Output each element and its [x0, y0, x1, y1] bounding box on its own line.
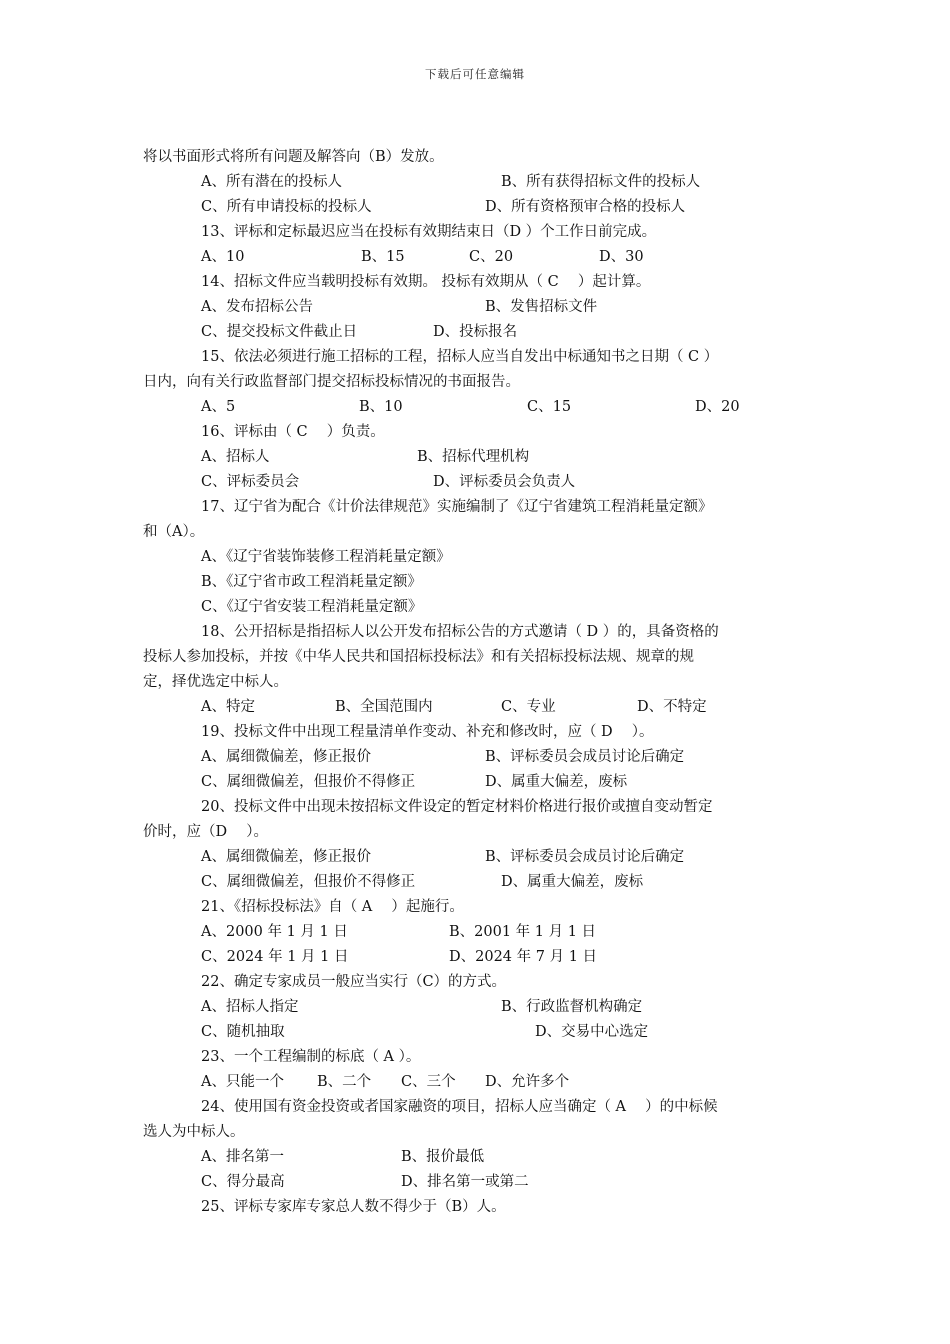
question-line: 14、招标文件应当载明投标有效期。 投标有效期从（ C ）起计算。 [201, 274, 651, 290]
option: D、评标委员会负责人 [433, 474, 576, 490]
option-line [143, 470, 811, 495]
text-line: 日内，向有关行政监督部门提交招标投标情况的书面报告。 [143, 374, 520, 390]
option: A、排名第一 [201, 1149, 284, 1165]
option: A、10 [201, 249, 245, 265]
option: D、投标报名 [433, 324, 518, 340]
option: B、10 [359, 399, 403, 415]
option-line [143, 395, 811, 420]
document-body [143, 145, 811, 1220]
option: A、特定 [201, 699, 255, 715]
option: C、三个 [401, 1074, 456, 1090]
option: C、属细微偏差，但报价不得修正 [201, 774, 416, 790]
option: A、属细微偏差，修正报价 [201, 849, 371, 865]
option-line [143, 695, 811, 720]
option: B、二个 [317, 1074, 372, 1090]
option: B、发售招标文件 [485, 299, 598, 315]
option: C、属细微偏差，但报价不得修正 [201, 874, 416, 890]
option-line [143, 945, 811, 970]
option-line [143, 1070, 811, 1095]
option-line [143, 170, 811, 195]
option: C、随机抽取 [201, 1024, 285, 1040]
option: B、全国范围内 [335, 699, 433, 715]
question-line: 23、一个工程编制的标底（ A ）。 [201, 1049, 421, 1065]
question-line: 25、评标专家库专家总人数不得少于（B）人。 [201, 1199, 506, 1215]
option: D、所有资格预审合格的投标人 [485, 199, 686, 215]
option: B、评标委员会成员讨论后确定 [485, 749, 685, 765]
option: B、评标委员会成员讨论后确定 [485, 849, 685, 865]
question-line: 20、投标文件中出现未按招标文件设定的暂定材料价格进行报价或擅自变动暂定 [201, 799, 713, 815]
option-line [143, 995, 811, 1020]
option: C、所有申请投标的投标人 [201, 199, 372, 215]
option: D、允许多个 [485, 1074, 570, 1090]
option: C、20 [469, 249, 514, 265]
question-line: 19、投标文件中出现工程量清单作变动、补充和修改时，应（ D ）。 [201, 724, 654, 740]
option: B、招标代理机构 [417, 449, 530, 465]
text-line: 投标人参加投标，并按《中华人民共和国招标投标法》和有关招标投标法规、规章的规 [143, 649, 694, 665]
option-line: A、《辽宁省装饰装修工程消耗量定额》 [201, 549, 451, 565]
option-line [143, 770, 811, 795]
option: A、属细微偏差，修正报价 [201, 749, 371, 765]
text-line: 选人为中标人。 [143, 1124, 245, 1140]
option: A、只能一个 [201, 1074, 284, 1090]
option: A、2000 年 1 月 1 日 [201, 924, 348, 940]
question-line: 13、评标和定标最迟应当在投标有效期结束日（D ）个工作日前完成。 [201, 224, 657, 240]
option: A、5 [201, 399, 236, 415]
option: D、20 [695, 399, 740, 415]
option: C、提交投标文件截止日 [201, 324, 358, 340]
option: D、属重大偏差，废标 [485, 774, 628, 790]
option: C、15 [527, 399, 572, 415]
question-line: 15、依法必须进行施工招标的工程，招标人应当自发出中标通知书之日期（ C ） [201, 349, 719, 365]
option: B、15 [361, 249, 405, 265]
question-line: 24、使用国有资金投资或者国家融资的项目，招标人应当确定（ A ）的中标候 [201, 1099, 718, 1115]
option: D、属重大偏差，废标 [501, 874, 644, 890]
option: A、所有潜在的投标人 [201, 174, 342, 190]
option-line [143, 445, 811, 470]
question-line: 21、《招标投标法》自（ A ）起施行。 [201, 899, 464, 915]
option: B、行政监督机构确定 [501, 999, 643, 1015]
option: C、2024 年 1 月 1 日 [201, 949, 349, 965]
option-line [143, 1170, 811, 1195]
option-line [143, 1145, 811, 1170]
option-line [143, 195, 811, 220]
option: C、专业 [501, 699, 556, 715]
option-line: B、《辽宁省市政工程消耗量定额》 [201, 574, 422, 590]
option-line [143, 845, 811, 870]
question-line: 16、评标由（ C ）负责。 [201, 424, 385, 440]
option: C、得分最高 [201, 1174, 285, 1190]
text-line: 价时，应（D ）。 [143, 824, 268, 840]
option: B、报价最低 [401, 1149, 485, 1165]
option: A、招标人指定 [201, 999, 299, 1015]
option-line [143, 1020, 811, 1045]
question-line: 18、公开招标是指招标人以公开发布招标公告的方式邀请（ D ）的，具备资格的 [201, 624, 719, 640]
question-line: 22、确定专家成员一般应当实行（C）的方式。 [201, 974, 507, 990]
option-line [143, 870, 811, 895]
option: D、2024 年 7 月 1 日 [449, 949, 598, 965]
option: A、发布招标公告 [201, 299, 313, 315]
option: B、所有获得招标文件的投标人 [501, 174, 701, 190]
option: D、排名第一或第二 [401, 1174, 529, 1190]
text-line: 和（A）。 [143, 524, 205, 540]
option: B、2001 年 1 月 1 日 [449, 924, 597, 940]
option-line [143, 745, 811, 770]
option: D、30 [599, 249, 644, 265]
option-line [143, 295, 811, 320]
text-line: 定，择优选定中标人。 [143, 674, 288, 690]
option-line: C、《辽宁省安装工程消耗量定额》 [201, 599, 423, 615]
option: C、评标委员会 [201, 474, 300, 490]
text-line: 将以书面形式将所有问题及解答向（B）发放。 [143, 149, 444, 165]
question-line: 17、辽宁省为配合《计价法律规范》实施编制了《辽宁省建筑工程消耗量定额》 [201, 499, 713, 515]
option-line [143, 920, 811, 945]
page-header: 下载后可任意编辑 [425, 67, 525, 81]
option: D、不特定 [637, 699, 707, 715]
option-line [143, 320, 811, 345]
option-line [143, 245, 811, 270]
option: A、招标人 [201, 449, 270, 465]
option: D、交易中心选定 [535, 1024, 649, 1040]
